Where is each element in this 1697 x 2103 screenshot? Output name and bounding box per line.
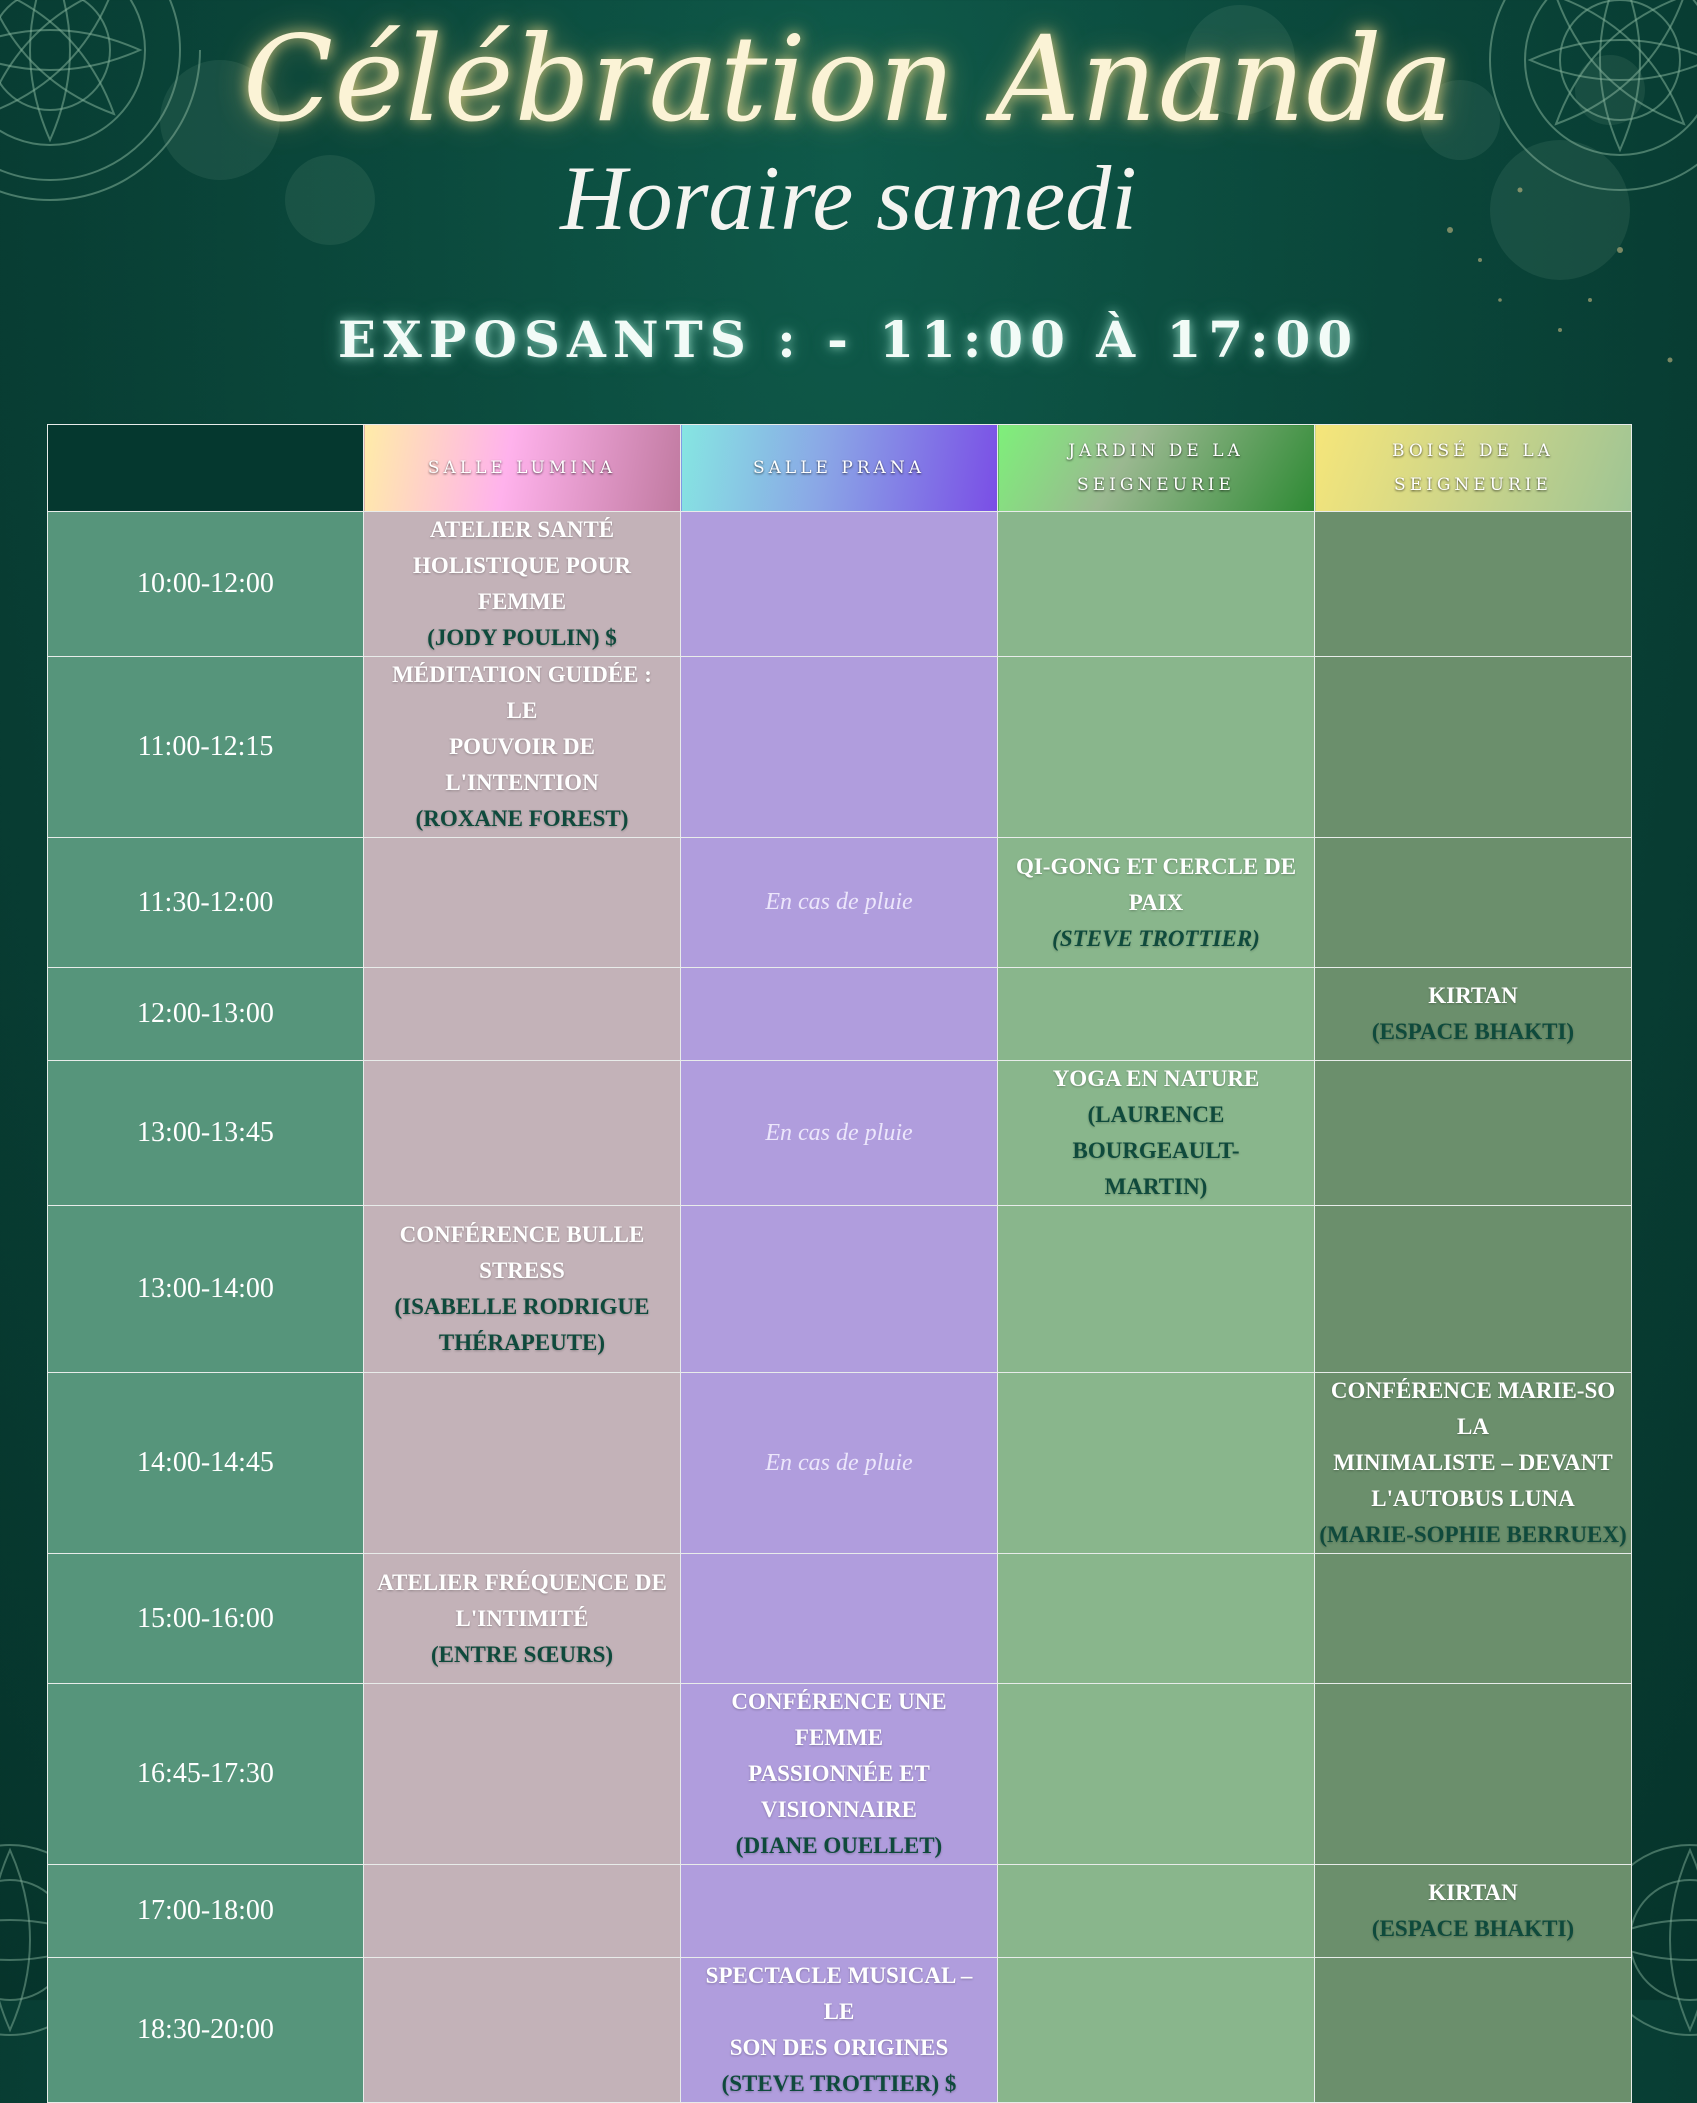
empty-cell [364,1865,681,1958]
room-header-row [48,425,1632,512]
event-cell: KIRTAN (ESPACE BHAKTI) [1315,1865,1632,1958]
empty-cell [681,968,998,1061]
exposants-hours: EXPOSANTS : - 11:00 À 17:00 [337,310,1360,369]
empty-cell [364,1373,681,1554]
empty-cell [364,1958,681,2103]
empty-cell [998,1684,1315,1865]
time-slot: 12:00-13:00 [48,968,364,1061]
event-cell: SPECTACLE MUSICAL – LE SON DES ORIGINES (STEVE TROTTIER) $ [681,1958,998,2103]
table-row [48,1206,1632,1373]
empty-cell [1315,838,1632,968]
table-row [48,968,1632,1061]
event-cell: MÉDITATION GUIDÉE : LE POUVOIR DE L'INTENTION (ROXANE FOREST) [364,657,681,838]
empty-cell [998,1206,1315,1373]
empty-cell [998,1554,1315,1684]
empty-cell [681,1865,998,1958]
empty-cell [998,512,1315,657]
empty-cell [364,838,681,968]
event-cell: ATELIER SANTÉ HOLISTIQUE POUR FEMME (JODY POULIN) $ [364,512,681,657]
rain-note-cell [681,1061,998,1206]
room-header-jardin: JARDIN DE LA SEIGNEURIE [998,425,1315,512]
empty-cell [998,1373,1315,1554]
rain-note-cell [681,838,998,968]
rain-note-cell [681,1373,998,1554]
event-cell: YOGA EN NATURE (LAURENCE BOURGEAULT- MARTIN) [998,1061,1315,1206]
room-header-boise: BOISÉ DE LA SEIGNEURIE [1315,425,1632,512]
event-cell: QI-GONG ET CERCLE DE PAIX (STEVE TROTTIER) [998,838,1315,968]
schedule-table [47,424,1632,2103]
table-row [48,1684,1632,1865]
empty-cell [1315,1554,1632,1684]
schedule-subtitle: Horaire samedi [560,147,1137,249]
room-header-salle-prana: SALLE PRANA [681,425,998,512]
empty-cell [1315,1206,1632,1373]
empty-cell [364,1061,681,1206]
room-header-salle-lumina: SALLE LUMINA [364,425,681,512]
time-slot: 18:30-20:00 [48,1958,364,2103]
time-slot: 16:45-17:30 [48,1684,364,1865]
empty-cell [998,968,1315,1061]
table-row [48,838,1632,968]
rain-note: En cas de pluie [765,889,913,915]
time-slot: 13:00-13:45 [48,1061,364,1206]
event-cell: CONFÉRENCE MARIE-SO LA MINIMALISTE – DEVANT L'AUTOBUS LUNA (MARIE-SOPHIE BERRUEX) [1315,1373,1632,1554]
empty-cell [1315,1061,1632,1206]
rain-note: En cas de pluie [765,1119,913,1146]
empty-cell [1315,1684,1632,1865]
empty-cell [681,512,998,657]
empty-cell [1315,1958,1632,2103]
empty-cell [1315,512,1632,657]
event-cell: KIRTAN (ESPACE BHAKTI) [1315,968,1632,1061]
time-slot: 11:00-12:15 [48,657,364,838]
table-row [48,512,1632,657]
empty-cell [998,657,1315,838]
table-row [48,1061,1632,1206]
event-cell: CONFÉRENCE UNE FEMME PASSIONNÉE ET VISIONNAIRE (DIANE OUELLET) [681,1684,998,1865]
empty-cell [681,657,998,838]
table-row [48,1958,1632,2103]
table-row [48,1373,1632,1554]
table-row [48,1554,1632,1684]
time-slot: 10:00-12:00 [48,512,364,657]
empty-cell [681,1554,998,1684]
time-slot: 13:00-14:00 [48,1206,364,1373]
event-cell: CONFÉRENCE BULLE STRESS (ISABELLE RODRIGUE THÉRAPEUTE) [364,1206,681,1373]
event-cell: ATELIER FRÉQUENCE DE L'INTIMITÉ (ENTRE SŒURS) [364,1554,681,1684]
empty-cell [364,968,681,1061]
empty-cell [1315,657,1632,838]
empty-cell [998,1958,1315,2103]
empty-cell [681,1206,998,1373]
time-slot: 14:00-14:45 [48,1373,364,1554]
rain-note: En cas de pluie [765,1449,913,1476]
corner-cell [48,425,364,512]
time-slot: 15:00-16:00 [48,1554,364,1684]
time-slot: 17:00-18:00 [48,1865,364,1958]
empty-cell [364,1684,681,1865]
table-row [48,657,1632,838]
time-slot: 11:30-12:00 [48,838,364,968]
table-row [48,1865,1632,1958]
empty-cell [998,1865,1315,1958]
event-title: Célébration Ananda [242,10,1455,148]
